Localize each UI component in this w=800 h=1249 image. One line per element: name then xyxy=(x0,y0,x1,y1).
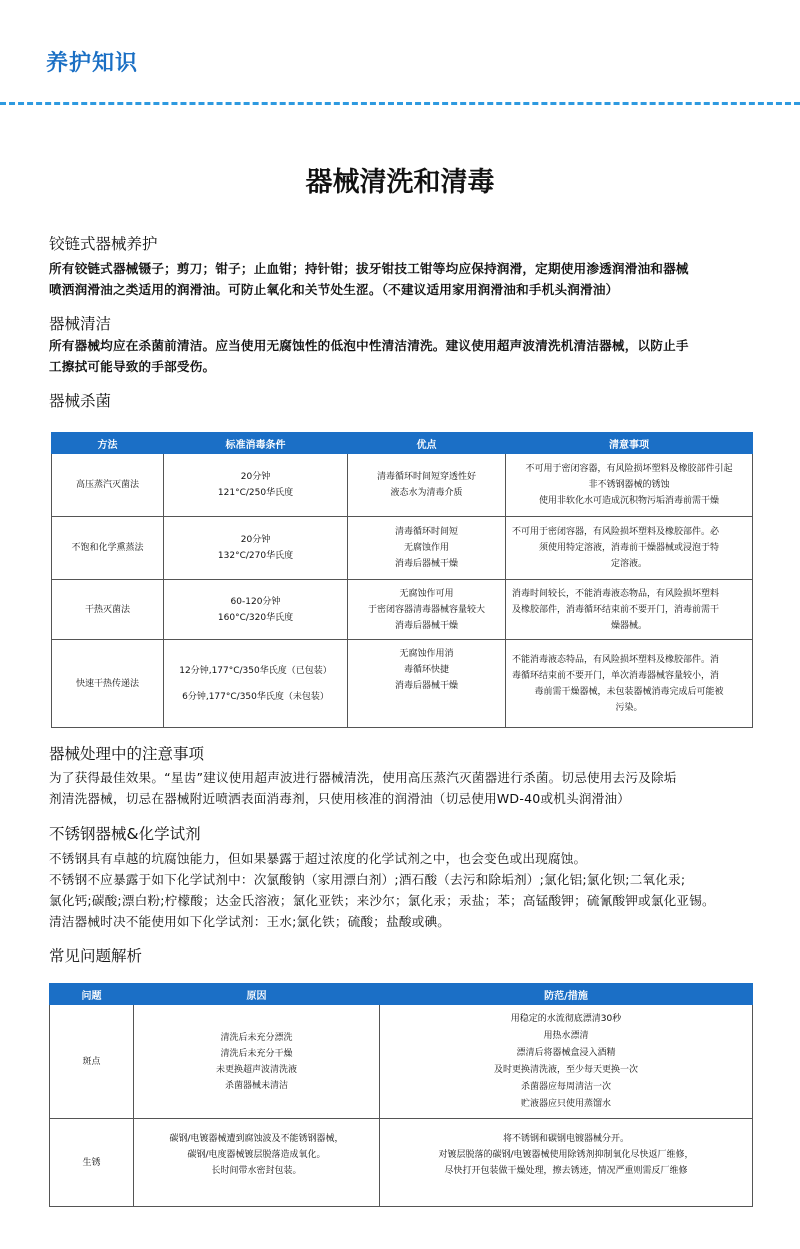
notes-cell xyxy=(506,580,753,640)
paragraph-line: 所有器械均应在杀菌前清洁。应当使用无腐蚀性的低泡中性清洁清洗。建议使用超声波清洗机清洁器械，以防止手 xyxy=(49,338,689,353)
paragraph-line: 剂清洗器械，切忌在器械附近喷洒表面消毒剂，只使用核准的润滑油（切忌使用WD-40或机头润滑油） xyxy=(49,791,631,806)
cell-line: 用稳定的水流彻底漂清30秒 xyxy=(510,1013,622,1024)
cell-line: 杀菌器应每周清洁一次 xyxy=(520,1081,611,1092)
problem-cell: 斑点 xyxy=(50,1005,134,1119)
table-row xyxy=(50,1119,753,1207)
cell-line: 定溶液。 xyxy=(610,559,647,569)
paragraph-line: 清洁器械时决不能使用如下化学试剂：王水;氯化铁；硫酸；盐酸或碘。 xyxy=(49,914,451,929)
cell-line: 不能消毒液态特品，有风险损坏塑料及橡胶部件。消 xyxy=(512,654,720,665)
column-header: 防范/措施 xyxy=(380,984,753,1005)
advantage-cell xyxy=(348,517,506,580)
paragraph-line: 工擦拭可能导致的手部受伤。 xyxy=(49,359,216,374)
cell-line: 于密闭容器清毒器械容量较大 xyxy=(367,604,485,615)
method-cell: 快速干热传递法 xyxy=(52,640,164,728)
paragraph-steel xyxy=(49,848,759,932)
column-header: 优点 xyxy=(348,433,506,454)
page-title: 器械清洗和清毒 xyxy=(305,167,495,198)
cell-line: 将不锈钢和碳钢电镀器械分开。 xyxy=(502,1134,629,1144)
cell-line: 不可用于密闭容器，有风险损坏塑料及橡胶部件。必 xyxy=(512,527,720,537)
cell-line: 毒循环快捷 xyxy=(403,665,449,675)
table-row xyxy=(52,580,753,640)
cell-line: 贮液器应只使用蒸馏水 xyxy=(520,1098,611,1109)
section-heading-cleaning: 器械清洁 xyxy=(49,315,112,333)
cell-line: 清毒循环时间短 xyxy=(394,527,458,537)
cell-line: 20分钟 xyxy=(240,472,271,482)
cell-line: 使用非软化水可造成沉积物污垢消毒前需干燥 xyxy=(538,496,719,506)
paragraph-line: 不锈钢不应暴露于如下化学试剂中：次氯酸钠（家用漂白剂）;酒石酸（去污和除垢剂）;氯化铝;氯化钡;二氧化汞; xyxy=(49,872,686,887)
column-header: 标准消毒条件 xyxy=(164,433,348,454)
condition-cell xyxy=(164,640,348,728)
cell-line: 液态水为清毒介质 xyxy=(390,488,463,498)
column-header: 方法 xyxy=(52,433,164,454)
cell-line: 未更换超声波清洗液 xyxy=(215,1064,297,1075)
paragraph-line: 为了获得最佳效果。“星齿”建议使用超声波进行器械清洗，使用高压蒸汽灭菌器进行杀菌。切忌使用去污及除垢 xyxy=(49,770,677,785)
section-heading-faq: 常见问题解析 xyxy=(49,947,143,965)
cause-cell xyxy=(134,1005,380,1119)
table-header-row xyxy=(50,984,753,1005)
notes-cell xyxy=(506,517,753,580)
faq-table xyxy=(49,983,753,1207)
cell-line: 漂清后将器械盒浸入酒精 xyxy=(516,1047,616,1058)
cell-line: 须使用特定溶液，消毒前干燥器械或浸泡于特 xyxy=(538,543,719,553)
method-cell: 不饱和化学熏蒸法 xyxy=(52,517,164,580)
condition-cell xyxy=(164,580,348,640)
cell-line: 毒循环结束前不要开门，单次消毒器械容量较小，消 xyxy=(512,670,720,681)
column-header: 清意事项 xyxy=(506,433,753,454)
column-header: 问题 xyxy=(50,984,134,1005)
cell-line: 用热水漂清 xyxy=(543,1030,589,1041)
method-cell: 高压蒸汽灭菌法 xyxy=(52,454,164,517)
cell-line: 燥器械。 xyxy=(610,620,647,631)
paragraph-line: 喷洒润滑油之类适用的润滑油。可防止氧化和关节处生涩。（不建议适用家用润滑油和手机头润滑油） xyxy=(49,282,619,297)
paragraph-hinge xyxy=(49,258,759,300)
cell-line: 清洗后未充分干燥 xyxy=(220,1048,293,1059)
cell-line: 132°C/270华氏度 xyxy=(217,551,294,561)
cell-line: 污染。 xyxy=(615,702,643,713)
table-row xyxy=(52,454,753,517)
cell-line: 160°C/320华氏度 xyxy=(217,612,294,623)
cell-line: 毒前需干燥器械，未包装器械消毒完成后可能被 xyxy=(534,686,724,697)
condition-cell xyxy=(164,517,348,580)
paragraph-cleaning xyxy=(49,335,759,377)
paragraph-handling xyxy=(49,767,759,809)
section-heading-sterilize: 器械杀菌 xyxy=(49,392,112,410)
cell-line: 及时更换清洗液，至少每天更换一次 xyxy=(493,1064,638,1075)
section-heading-handling: 器械处理中的注意事项 xyxy=(49,745,205,763)
cell-line: 121°C/250华氏度 xyxy=(217,488,294,498)
cell-line: 无腐蚀作可用 xyxy=(399,588,454,599)
measures-cell xyxy=(380,1119,753,1207)
notes-cell xyxy=(506,454,753,517)
cell-line: 消毒后器械干燥 xyxy=(394,559,458,569)
cell-line: 长时间带水密封包装。 xyxy=(211,1166,302,1176)
measures-cell xyxy=(380,1005,753,1119)
advantage-cell xyxy=(348,454,506,517)
cell-line: 清毒循环时间短穿透性好 xyxy=(376,472,476,482)
table-row xyxy=(52,517,753,580)
header-divider xyxy=(0,102,800,105)
table-row xyxy=(50,1005,753,1119)
cell-line: 对镀层脱落的碳钢/电镀器械使用除锈剂抑制氧化尽快返厂维修， xyxy=(438,1150,694,1160)
cell-line: 碳钢/电度器械镀层脱落造成氧化。 xyxy=(187,1150,326,1160)
condition-cell xyxy=(164,454,348,517)
cell-line: 消毒时间较长，不能消毒液态物品，有风险损坏塑料 xyxy=(512,588,720,599)
header-title: 养护知识 xyxy=(46,51,139,76)
cell-line: 及橡胶部件，消毒循环结束前不要开门，消毒前需干 xyxy=(512,604,720,615)
advantage-cell xyxy=(348,580,506,640)
cell-line: 杀菌器械未清洁 xyxy=(224,1080,288,1091)
table-header-row xyxy=(52,433,753,454)
cell-line: 20分钟 xyxy=(240,535,271,545)
cell-line: 消毒后器械干燥 xyxy=(394,620,458,631)
section-heading-steel: 不锈钢器械&化学试剂 xyxy=(49,825,201,843)
cell-line: 非不锈钢器械的锈蚀 xyxy=(588,480,670,490)
cell-line: 无腐蚀作用 xyxy=(403,543,449,553)
paragraph-line: 不锈钢具有卓越的坑腐蚀能力，但如果暴露于超过浓度的化学试剂之中，也会变色或出现腐蚀。 xyxy=(49,851,587,866)
cell-line: 60-120分钟 xyxy=(230,596,281,607)
problem-cell: 生锈 xyxy=(50,1119,134,1207)
cell-line: 消毒后器械干燥 xyxy=(394,681,458,691)
cell-line: 12分钟,177°C/350华氏度（已包装） xyxy=(179,665,332,676)
section-heading-hinge: 铰链式器械养护 xyxy=(49,235,158,253)
advantage-cell xyxy=(348,640,506,728)
cell-line: 6分钟,177°C/350华氏度（未包装） xyxy=(182,691,329,702)
cell-line: 无腐蚀作用消 xyxy=(399,649,454,659)
cell-line: 尽快打开包装做干燥处理，擦去锈迹，情况严重则需反厂维修 xyxy=(444,1166,688,1176)
notes-cell xyxy=(506,640,753,728)
cause-cell xyxy=(134,1119,380,1207)
cell-line: 不可用于密闭容器，有风险损坏塑料及橡胶部件引起 xyxy=(525,464,733,474)
sterilization-table xyxy=(51,432,753,728)
method-cell: 干热灭菌法 xyxy=(52,580,164,640)
column-header: 原因 xyxy=(134,984,380,1005)
paragraph-line: 所有铰链式器械镊子；剪刀；钳子；止血钳；持针钳；拔牙钳技工钳等均应保持润滑，定期使用渗透润滑油和器械 xyxy=(49,261,689,276)
cell-line: 碳钢/电镀器械遭到腐蚀波及不能锈钢器械， xyxy=(169,1134,344,1144)
paragraph-line: 氯化钙;碳酸;漂白粉;柠檬酸；达金氏溶液；氯化亚铁；来沙尔；氯化汞；汞盐；苯；高锰酸钾；硫氰酸钾或氯化亚锡。 xyxy=(49,893,715,908)
cell-line: 清洗后未充分漂洗 xyxy=(220,1032,293,1043)
table-row xyxy=(52,640,753,728)
